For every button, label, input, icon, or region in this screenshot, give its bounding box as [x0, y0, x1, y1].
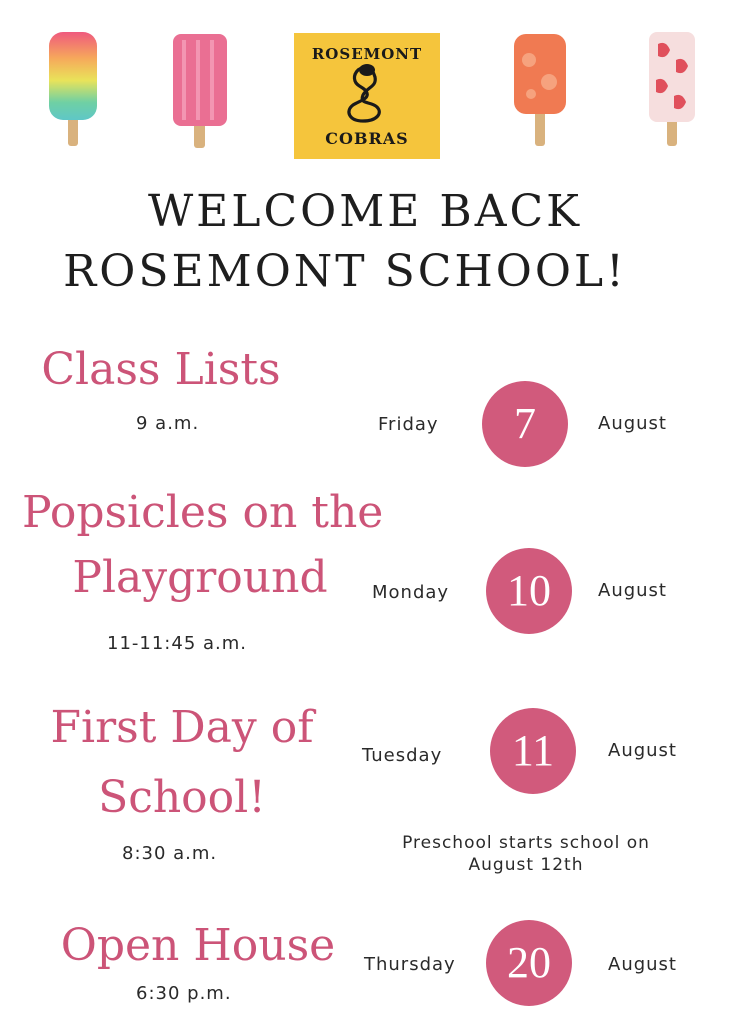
event-month: August	[608, 954, 677, 975]
rainbow-popsicle-icon	[46, 30, 100, 148]
event-date-circle: 7	[482, 381, 568, 467]
event-date-circle: 20	[486, 920, 572, 1006]
event-title: Open House	[60, 920, 336, 971]
event-weekday: Monday	[372, 582, 450, 603]
event-weekday: Friday	[378, 414, 439, 435]
event-month: August	[598, 413, 667, 434]
event-time: 9 a.m.	[136, 413, 200, 434]
headline-line-2: ROSEMONT SCHOOL!	[63, 246, 627, 297]
event-title: First Day of	[50, 702, 314, 753]
event-month: August	[598, 580, 667, 601]
strawberry-popsicle-icon	[646, 30, 698, 148]
event-time: 11-11:45 a.m.	[107, 633, 248, 654]
event-title: Playground	[72, 552, 328, 603]
pink-popsicle-icon	[170, 32, 230, 150]
event-note	[376, 832, 676, 876]
event-title: School!	[98, 772, 266, 823]
logo-top-text: ROSEMONT	[311, 45, 423, 63]
event-weekday: Thursday	[364, 954, 456, 975]
cobra-icon	[339, 61, 395, 129]
school-logo	[294, 33, 440, 159]
orange-popsicle-icon	[511, 32, 569, 150]
event-note-line: August 12th	[468, 855, 584, 875]
event-month: August	[608, 740, 677, 761]
event-title: Popsicles on the	[22, 487, 384, 538]
event-time: 6:30 p.m.	[136, 983, 232, 1004]
event-date-circle: 11	[490, 708, 576, 794]
event-weekday: Tuesday	[362, 745, 443, 766]
event-title: Class Lists	[41, 344, 281, 395]
event-note-line: Preschool starts school on	[402, 833, 650, 853]
headline-line-1: WELCOME BACK	[147, 186, 583, 237]
event-time: 8:30 a.m.	[122, 843, 218, 864]
logo-bottom-text: COBRAS	[325, 129, 409, 148]
event-date-circle: 10	[486, 548, 572, 634]
